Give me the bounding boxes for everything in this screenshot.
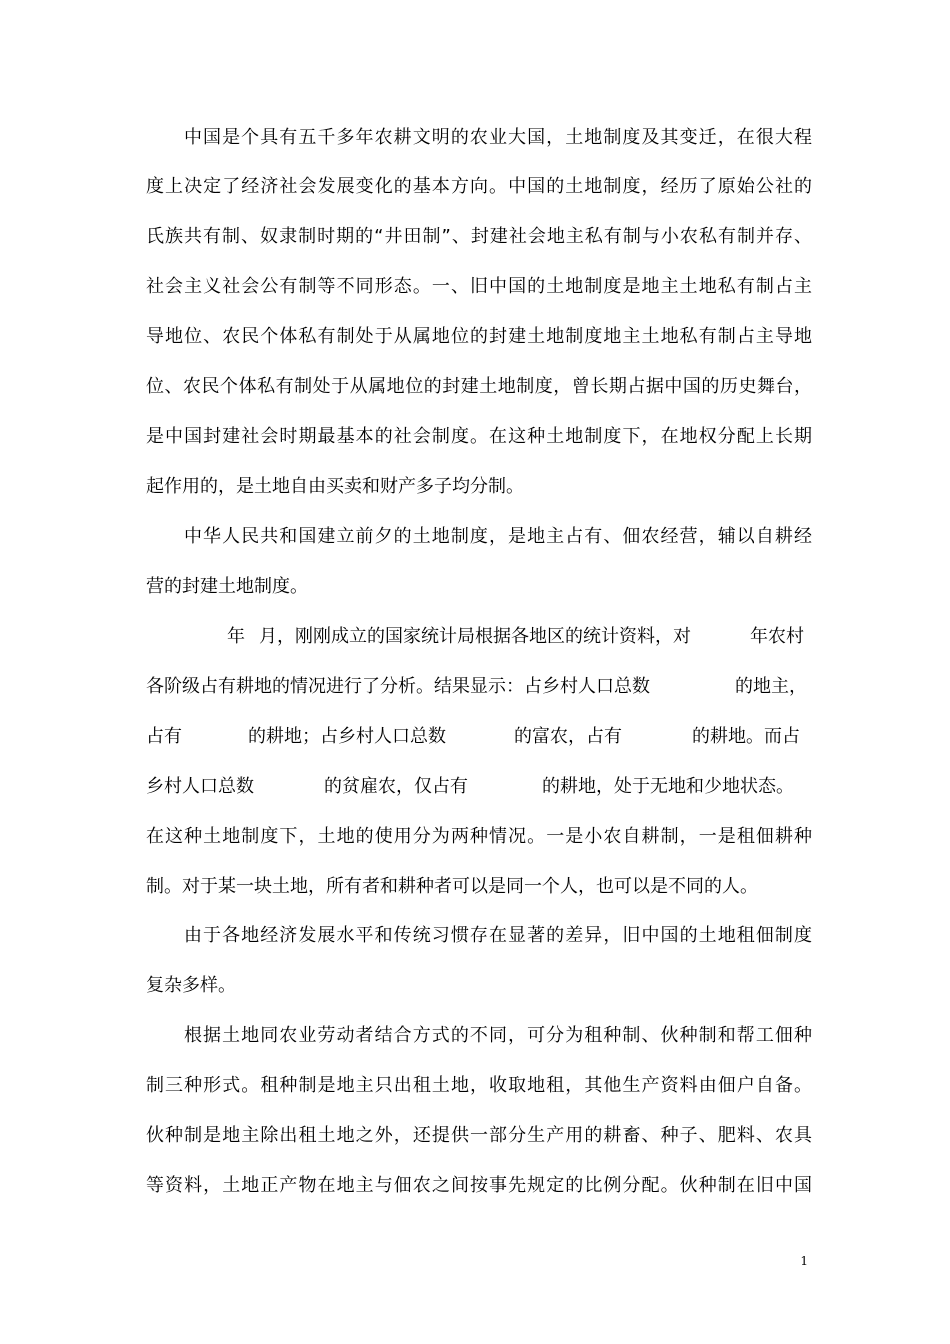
line-segment: 的地主， [735, 676, 807, 697]
line-segment: 的富农，占有 [514, 726, 622, 747]
paragraph-5-line-4: 等资料，土地正产物在地主与佃农之间按事先规定的比例分配。伙种制在旧中国 [146, 1175, 812, 1196]
paragraph-3-line-2 [146, 672, 812, 702]
line-segment: 年农村 [750, 626, 804, 647]
paragraph-2-line-1: 中华人民共和国建立前夕的土地制度，是地主占有、佃农经营，辅以自耕经 [184, 526, 812, 547]
paragraph-1-line-2: 度上决定了经济社会发展变化的基本方向。中国的土地制度，经历了原始公社的 [146, 176, 812, 197]
paragraph-4-line-2: 复杂多样。 [146, 975, 236, 996]
page-number: 1 [800, 1254, 808, 1268]
paragraph-1-line-3: 氏族共有制、奴隶制时期的“井田制”、封建社会地主私有制与小农私有制并存、 [146, 226, 812, 247]
paragraph-3-line-4 [146, 772, 812, 802]
paragraph-5-line-3: 伙种制是地主除出租土地之外，还提供一部分生产用的耕畜、种子、肥料、农具 [146, 1125, 812, 1146]
paragraph-5-line-1: 根据土地同农业劳动者结合方式的不同，可分为租种制、伙种制和帮工佃种 [184, 1025, 812, 1046]
paragraph-1-line-7: 是中国封建社会时期最基本的社会制度。在这种土地制度下，在地权分配上长期 [146, 426, 812, 447]
paragraph-1-line-8: 起作用的，是土地自由买卖和财产多子均分制。 [146, 476, 524, 497]
line-segment: 的耕地，处于无地和少地状态。 [542, 776, 794, 797]
paragraph-1-line-6: 位、农民个体私有制处于从属地位的封建土地制度，曾长期占据中国的历史舞台， [146, 376, 812, 397]
line-segment: 的贫雇农，仅占有 [324, 776, 468, 797]
line-segment: 各阶级占有耕地的情况进行了分析。结果显示：占乡村人口总数 [146, 676, 650, 697]
paragraph-1-line-1: 中国是个具有五千多年农耕文明的农业大国，土地制度及其变迁，在很大程 [184, 127, 812, 148]
paragraph-4-line-1: 由于各地经济发展水平和传统习惯存在显著的差异，旧中国的土地租佃制度 [184, 925, 812, 946]
paragraph-1-line-4: 社会主义社会公有制等不同形态。一、旧中国的土地制度是地主土地私有制占主 [146, 276, 812, 297]
paragraph-3-line-3 [146, 722, 812, 752]
paragraph-5-line-2: 制三种形式。租种制是地主只出租土地，收取地租，其他生产资料由佃户自备。 [146, 1075, 812, 1096]
line-segment: 占有 [146, 726, 182, 747]
line-segment: 月，刚刚成立的国家统计局根据各地区的统计资料，对 [259, 626, 691, 647]
paragraph-3-line-1 [146, 622, 812, 652]
paragraph-2-line-2: 营的封建土地制度。 [146, 576, 308, 597]
line-segment: 年 [227, 626, 245, 647]
paragraph-3-line-5: 在这种土地制度下，土地的使用分为两种情况。一是小农自耕制，一是租佃耕种 [146, 826, 812, 847]
line-segment: 的耕地。而占 [692, 726, 800, 747]
paragraph-1-line-5: 导地位、农民个体私有制处于从属地位的封建土地制度地主土地私有制占主导地 [146, 326, 812, 347]
paragraph-3-line-6: 制。对于某一块土地，所有者和耕种者可以是同一个人，也可以是不同的人。 [146, 876, 758, 897]
line-segment: 的耕地；占乡村人口总数 [248, 726, 446, 747]
line-segment: 乡村人口总数 [146, 776, 254, 797]
